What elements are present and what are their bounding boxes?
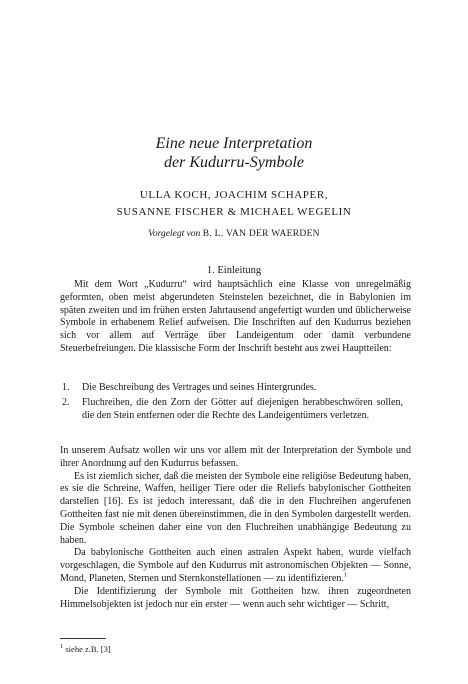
list-item-number: 2. — [62, 396, 70, 408]
intro-paragraph: Mit dem Wort „Kudurru“ wird hauptsächlich eine Klasse von unregelmäßig geformten, oben meist abgerundeten Steinstelen bezeichnet, die in Babylonien im späten zweiten und im frühen ersten Jahrtausend angefertigt wurden und üblicherweise Symbole in erhabenem Relief aufweisen. Die Inschriften auf den Kudurrus beziehen sich vor allem auf Verträge über Landeigentum oder damit verbundene Steuerbefreiungen. Die klassische Form der Inschrift besteht aus zwei Hauptteilen: — [60, 279, 411, 354]
list-item — [60, 397, 411, 423]
body-block — [60, 445, 411, 611]
presented-by-prefix: Vorgelegt von — [148, 229, 201, 239]
article-title-line-2: der Kudurru-Symbole — [164, 154, 304, 171]
section-heading: 1. Einleitung — [206, 265, 262, 276]
footnote-rule — [60, 638, 106, 639]
footnote-text: siehe z.B. [3] — [65, 644, 111, 654]
article-title-line-1: Eine neue Interpretation — [155, 135, 313, 152]
list-item — [60, 382, 411, 395]
presenter-name: B. L. VAN DER WAERDEN — [202, 229, 320, 239]
inscription-parts-list — [60, 382, 411, 422]
footnote-marker: 1 — [60, 643, 64, 651]
footnote-reference: 1 — [343, 571, 348, 579]
list-block — [60, 382, 411, 422]
astral-paragraph-text: Da babylonische Gottheiten auch einen astralen Aspekt haben, wurde vielfach vorgeschlagen, die Symbole auf den Kudurrus mit astronomischen Objekten — Sonne, Mond, Planeten, Sternen und Sternkonstellationen — zu identifizieren. — [60, 547, 411, 584]
presented-by — [0, 228, 468, 240]
aim-paragraph: In unserem Aufsatz wollen wir uns vor allem mit der Interpretation der Symbole und ihrer Anordnung auf den Kudurrus befassen. — [60, 445, 411, 469]
religious-paragraph: Es ist ziemlich sicher, daß die meisten der Symbole eine religiöse Bedeutung haben, es sie die Schreine, Waffen, heiliger Tiere oder die Reliefs babylonischer Gottheiten darstellen [16]. Es ist jedoch interessant, daß die in den Fluchreihen angerufenen Gottheiten fast nie mit denen übereinstimmen, die in den Symbolen dargestellt werden. Die Symbole scheinen daher eine von den Fluchreihen unabhängige Bedeutung zu haben. — [60, 470, 411, 546]
authors-line-2: SUSANNE FISCHER & MICHAEL WEGELIN — [116, 206, 352, 218]
list-item-text: Die Beschreibung des Vertrages und seines Hintergrundes. — [82, 382, 317, 393]
astral-paragraph — [60, 547, 411, 585]
identification-paragraph: Die Identifizierung der Symbole mit Gottheiten bzw. ihren zugeordneten Himmelsobjekten ist jedoch nur ein erster — wenn auch sehr wichtiger — Schritt, — [60, 585, 411, 610]
authors-line-1: ULLA KOCH, JOACHIM SCHAPER, — [139, 189, 329, 201]
list-item-text: Fluchreihen, die den Zorn der Götter auf diejenigen herabbeschwören sollen, die den Stein entfernen oder die Rechte des Landeigentümers verletzen. — [82, 396, 403, 421]
intro-block — [60, 279, 411, 356]
list-item-number: 1. — [62, 382, 70, 393]
footnote — [60, 644, 111, 655]
